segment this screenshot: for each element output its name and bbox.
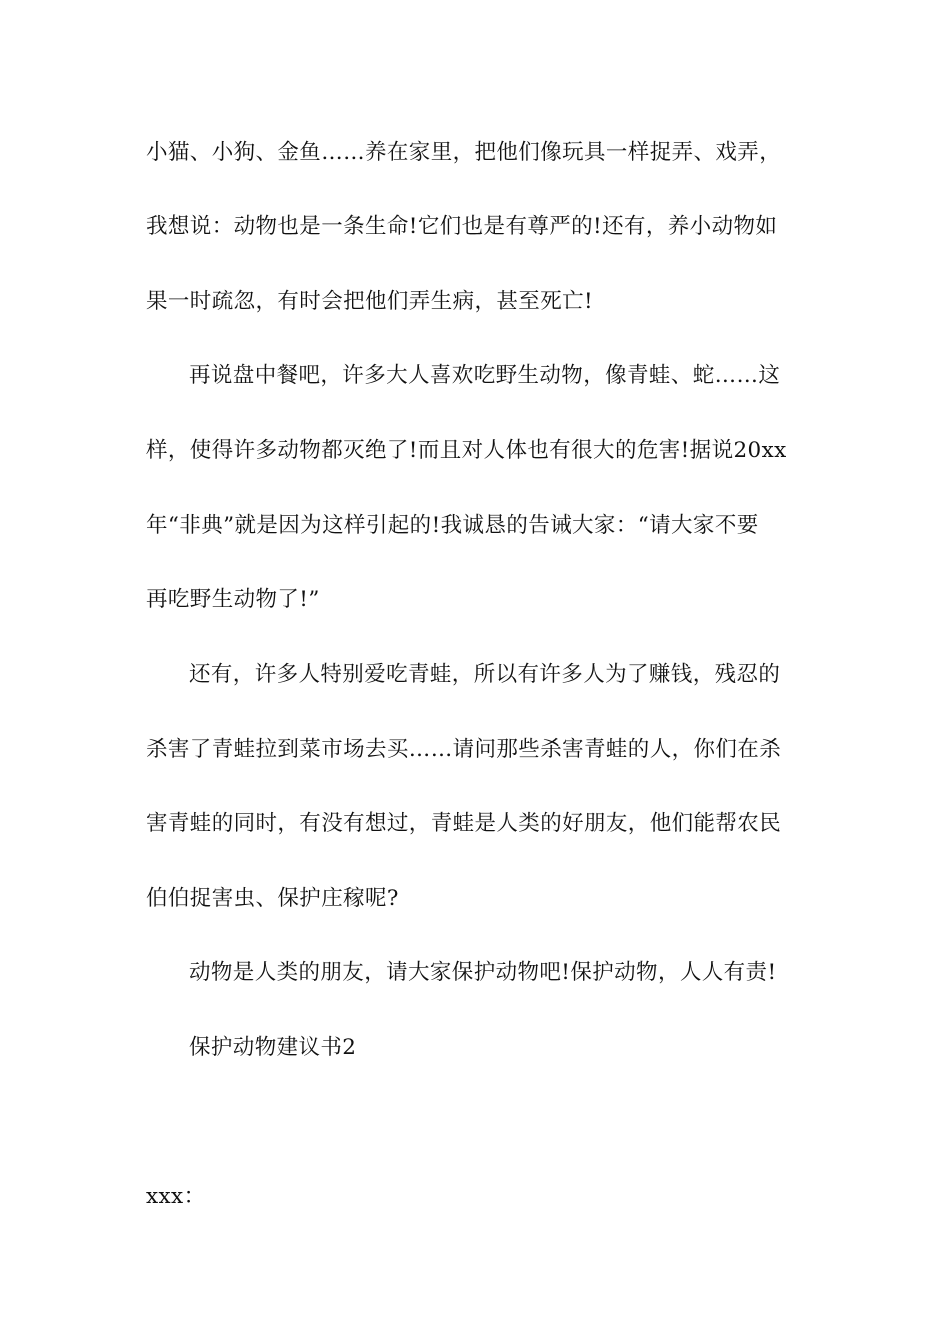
text-line-1: 小猫、小狗、金鱼……养在家里，把他们像玩具一样捉弄、戏弄， (146, 140, 782, 165)
text-line-9: 杀害了青蛙拉到菜市场去买……请问那些杀害青蛙的人，你们在杀 (146, 737, 782, 762)
text-line-5: 样，使得许多动物都灭绝了!而且对人体也有很大的危害!据说20xx (146, 438, 787, 463)
text-line-12: 动物是人类的朋友，请大家保护动物吧!保护动物，人人有责! (189, 960, 777, 985)
text-line-6: 年“非典”就是因为这样引起的!我诚恳的告诫大家：“请大家不要 (146, 513, 759, 538)
text-line-11: 伯伯捉害虫、保护庄稼呢? (146, 886, 399, 911)
text-line-8: 还有，许多人特别爱吃青蛙，所以有许多人为了赚钱，残忍的 (189, 662, 781, 687)
text-line-7: 再吃野生动物了!” (146, 587, 320, 612)
text-line-3: 果一时疏忽，有时会把他们弄生病，甚至死亡! (146, 289, 594, 314)
text-line-10: 害青蛙的同时，有没有想过，青蛙是人类的好朋友，他们能帮农民 (146, 811, 782, 836)
section-heading: 保护动物建议书2 (189, 1035, 357, 1060)
salutation: xxx： (146, 1184, 206, 1209)
text-line-4: 再说盘中餐吧，许多大人喜欢吃野生动物，像青蛙、蛇……这 (189, 363, 781, 388)
text-line-2: 我想说：动物也是一条生命!它们也是有尊严的!还有，养小动物如 (146, 214, 778, 239)
